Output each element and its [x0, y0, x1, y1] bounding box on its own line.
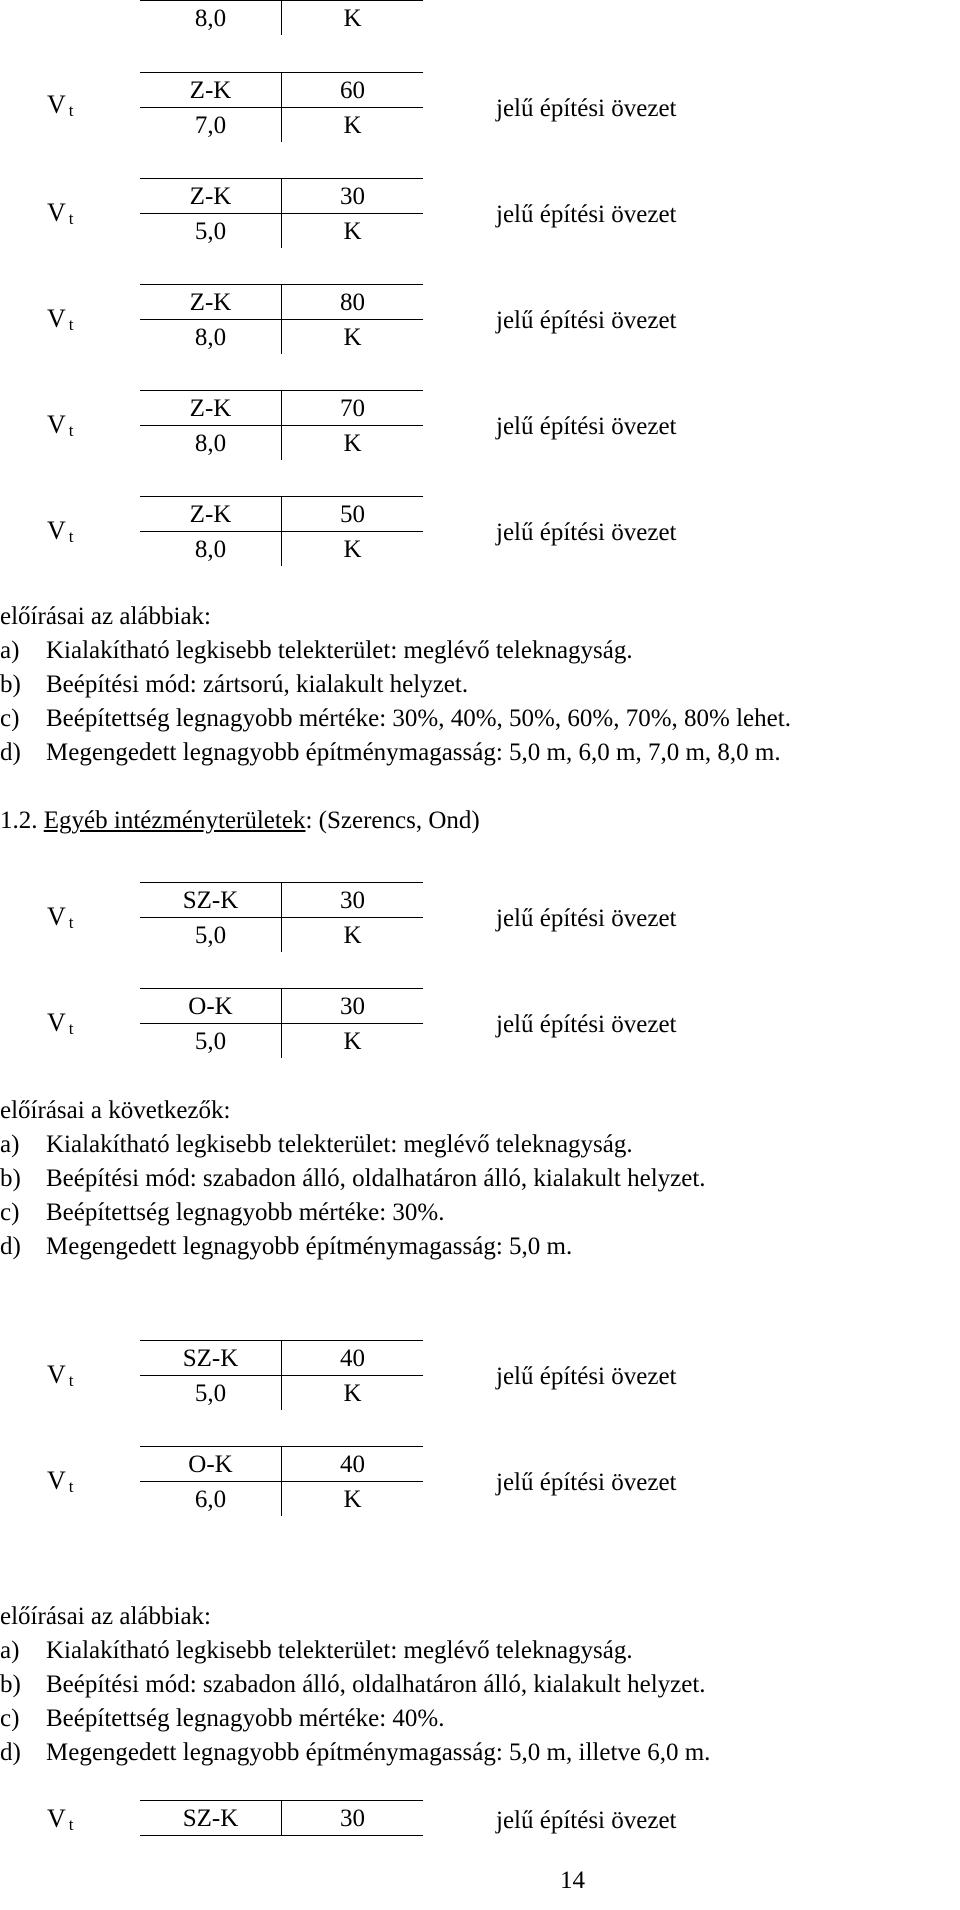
- rules-intro: előírásai az alábbiak:: [0, 603, 211, 630]
- zone-code-right-bottom: K: [282, 1482, 424, 1517]
- rule-text: Megengedett legnagyobb építménymagasság: 5,0 m, illetve 6,0 m.: [46, 1739, 711, 1766]
- rule-item: [0, 1166, 706, 1191]
- zone-code-left-bottom: 5,0: [140, 214, 282, 249]
- rule-text: Kialakítható legkisebb telekterület: meglévő teleknagyság.: [46, 637, 633, 664]
- zone-code-right-top: 30: [282, 1801, 424, 1836]
- zone-code-table: [140, 496, 423, 566]
- rule-item: [0, 672, 468, 697]
- rule-key: a): [0, 1131, 20, 1158]
- rule-item: [0, 706, 791, 731]
- zone-code-left-top: Z-K: [140, 391, 282, 426]
- top-zone-right: K: [282, 1, 424, 36]
- zone-code-left-bottom: 5,0: [140, 1024, 282, 1059]
- rule-item: [0, 1672, 706, 1697]
- zone-code-left-top: O-K: [140, 1447, 282, 1482]
- top-zone-code-table: [140, 0, 423, 35]
- top-zone-left: 8,0: [140, 1, 282, 36]
- zone-code-table: [140, 178, 423, 248]
- section-suffix: : (Szerencs, Ond): [305, 807, 480, 834]
- vt-label: V $_t$: [47, 516, 74, 546]
- section-title: Egyéb intézményterületek: [43, 807, 306, 834]
- rule-key: b): [0, 671, 21, 698]
- zone-description: jelű építési övezet: [496, 1011, 677, 1038]
- vt-label: V $_t$: [47, 1466, 74, 1496]
- vt-label: V $_t$: [47, 90, 74, 120]
- rule-key: c): [0, 705, 20, 732]
- rule-text: Beépítési mód: szabadon álló, oldalhatáron álló, kialakult helyzet.: [46, 1671, 706, 1698]
- zone-code-left-bottom: 7,0: [140, 108, 282, 143]
- zone-code-right-bottom: K: [282, 108, 424, 143]
- vt-label: V $_t$: [47, 1804, 74, 1834]
- rule-text: Beépítettség legnagyobb mértéke: 30%.: [46, 1199, 445, 1226]
- zone-code-left-top: Z-K: [140, 285, 282, 320]
- rule-key: b): [0, 1165, 21, 1192]
- zone-code-right-top: 70: [282, 391, 424, 426]
- zone-code-right-top: 30: [282, 883, 424, 918]
- zone-code-right-bottom: K: [282, 1376, 424, 1411]
- zone-code-table: [140, 1340, 423, 1410]
- zone-code-left-bottom: 8,0: [140, 426, 282, 461]
- zone-code-right-bottom: K: [282, 1024, 424, 1059]
- zone-code-right-bottom: K: [282, 532, 424, 567]
- rule-key: d): [0, 1739, 21, 1766]
- rule-key: d): [0, 739, 21, 766]
- zone-description: jelű építési övezet: [496, 519, 677, 546]
- vt-label: V $_t$: [47, 902, 74, 932]
- rule-text: Kialakítható legkisebb telekterület: meglévő teleknagyság.: [46, 1637, 633, 1664]
- zone-code-right-top: 30: [282, 179, 424, 214]
- zone-code-left-bottom: 6,0: [140, 1482, 282, 1517]
- zone-code-left-top: Z-K: [140, 497, 282, 532]
- rule-item: [0, 1132, 633, 1157]
- rule-item: [0, 740, 781, 765]
- zone-code-right-top: 30: [282, 989, 424, 1024]
- zone-description: jelű építési övezet: [496, 1363, 677, 1390]
- vt-label: V $_t$: [47, 1360, 74, 1390]
- zone-code-left-top: Z-K: [140, 179, 282, 214]
- rule-text: Megengedett legnagyobb építménymagasság: 5,0 m, 6,0 m, 7,0 m, 8,0 m.: [46, 739, 781, 766]
- zone-description: jelű építési övezet: [496, 905, 677, 932]
- zone-code-left-top: SZ-K: [140, 1801, 282, 1836]
- rule-text: Megengedett legnagyobb építménymagasság: 5,0 m.: [46, 1233, 573, 1260]
- vt-label: V $_t$: [47, 304, 74, 334]
- section-number: 1.2.: [0, 807, 38, 834]
- rule-item: [0, 1234, 572, 1259]
- zone-code-left-bottom: 8,0: [140, 320, 282, 355]
- rule-key: a): [0, 637, 20, 664]
- rule-item: [0, 1706, 445, 1731]
- zone-code-table: [140, 882, 423, 952]
- zone-code-right-top: 80: [282, 285, 424, 320]
- rules-intro: előírásai az alábbiak:: [0, 1603, 211, 1630]
- rule-text: Kialakítható legkisebb telekterület: meglévő teleknagyság.: [46, 1131, 633, 1158]
- zone-code-left-top: SZ-K: [140, 1341, 282, 1376]
- zone-code-table: [140, 1800, 423, 1836]
- zone-code-table: [140, 988, 423, 1058]
- zone-code-table: [140, 390, 423, 460]
- vt-label: V $_t$: [47, 198, 74, 228]
- rule-text: Beépítési mód: szabadon álló, oldalhatáron álló, kialakult helyzet.: [46, 1165, 706, 1192]
- zone-code-left-bottom: 8,0: [140, 532, 282, 567]
- zone-code-right-top: 40: [282, 1341, 424, 1376]
- rule-item: [0, 1200, 445, 1225]
- zone-description: jelű építési övezet: [496, 307, 677, 334]
- zone-code-right-top: 60: [282, 73, 424, 108]
- vt-label: V $_t$: [47, 1008, 74, 1038]
- zone-code-right-bottom: K: [282, 918, 424, 953]
- zone-description: jelű építési övezet: [496, 1807, 677, 1834]
- zone-code-right-bottom: K: [282, 426, 424, 461]
- zone-code-left-top: SZ-K: [140, 883, 282, 918]
- zone-description: jelű építési övezet: [496, 95, 677, 122]
- vt-label: V $_t$: [47, 410, 74, 440]
- zone-code-right-bottom: K: [282, 214, 424, 249]
- zone-description: jelű építési övezet: [496, 201, 677, 228]
- page-number: 14: [560, 1867, 585, 1894]
- rule-key: d): [0, 1233, 21, 1260]
- rule-text: Beépítési mód: zártsorú, kialakult helyzet.: [46, 671, 469, 698]
- rule-key: c): [0, 1705, 20, 1732]
- rules-intro: előírásai a következők:: [0, 1097, 231, 1124]
- zone-description: jelű építési övezet: [496, 413, 677, 440]
- zone-code-left-bottom: 5,0: [140, 918, 282, 953]
- zone-code-right-top: 50: [282, 497, 424, 532]
- zone-code-left-top: Z-K: [140, 73, 282, 108]
- rule-text: Beépítettség legnagyobb mértéke: 40%.: [46, 1705, 445, 1732]
- rule-item: [0, 1740, 710, 1765]
- rule-item: [0, 1638, 633, 1663]
- section-heading: [0, 808, 480, 833]
- zone-code-left-top: O-K: [140, 989, 282, 1024]
- zone-code-right-bottom: K: [282, 320, 424, 355]
- rule-text: Beépítettség legnagyobb mértéke: 30%, 40%, 50%, 60%, 70%, 80% lehet.: [46, 705, 791, 732]
- zone-code-right-top: 40: [282, 1447, 424, 1482]
- rule-key: a): [0, 1637, 20, 1664]
- rule-key: b): [0, 1671, 21, 1698]
- rule-key: c): [0, 1199, 20, 1226]
- zone-code-table: [140, 72, 423, 142]
- zone-code-table: [140, 284, 423, 354]
- rule-item: [0, 638, 633, 663]
- zone-description: jelű építési övezet: [496, 1469, 677, 1496]
- zone-code-left-bottom: 5,0: [140, 1376, 282, 1411]
- zone-code-table: [140, 1446, 423, 1516]
